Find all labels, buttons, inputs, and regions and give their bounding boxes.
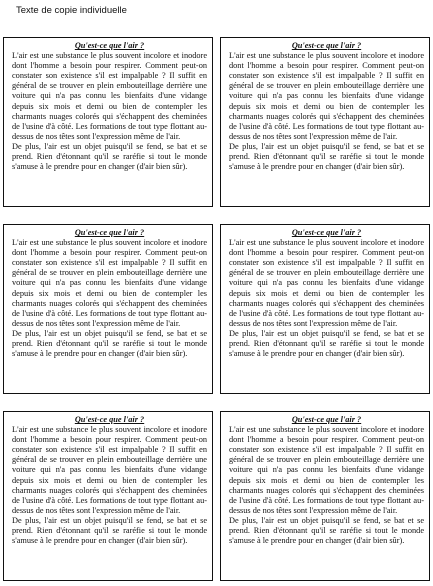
card-title: Qu'est-ce que l'air ? — [291, 415, 362, 424]
text-card — [220, 224, 430, 394]
card-paragraph: L'air est une substance le plus souvent incolore et inodore dont l'homme a besoin pour respirer. Comment peut-on constater son existence s'il est impalpable ? Il suffit en général de se trouver en plein embouteillage derrière une voiture qui n'a pas connu les bienfaits d'une vidange depuis six mois et demi ou bien de contempler les charmants nuages colorés qui s'échappent des cheminées de l'usine d'à côté. Les formations de tout type flottant au-dessus de nos têtes sont l'expression même de l'air. — [12, 425, 207, 515]
card-paragraph: L'air est une substance le plus souvent incolore et inodore dont l'homme a besoin pour respirer. Comment peut-on constater son existence s'il est impalpable ? Il suffit en général de se trouver en plein embouteillage derrière une voiture qui n'a pas connu les bienfaits d'une vidange depuis six mois et demi ou bien de contempler les charmants nuages colorés qui s'échappent des cheminées de l'usine d'à côté. Les formations de tout type flottant au-dessus de nos têtes sont l'expression même de l'air. — [229, 238, 424, 328]
card-title: Qu'est-ce que l'air ? — [291, 41, 362, 50]
card-paragraph: De plus, l'air est un objet puisqu'il se fend, se bat et se prend. Rien d'étonnant qu'il se raréfie si tout le monde s'amuse à le prendre pour en changer (d'air bien sûr). — [12, 141, 207, 172]
text-card — [220, 37, 430, 207]
card-paragraph: De plus, l'air est un objet puisqu'il se fend, se bat et se prend. Rien d'étonnant qu'il se raréfie si tout le monde s'amuse à le prendre pour en changer (d'air bien sûr). — [229, 141, 424, 172]
card-paragraph: De plus, l'air est un objet puisqu'il se fend, se bat et se prend. Rien d'étonnant qu'il se raréfie si tout le monde s'amuse à le prendre pour en changer (d'air bien sûr). — [229, 328, 424, 359]
card-paragraph: L'air est une substance le plus souvent incolore et inodore dont l'homme a besoin pour respirer. Comment peut-on constater son existence s'il est impalpable ? Il suffit en général de se trouver en plein embouteillage derrière une voiture qui n'a pas connu les bienfaits d'une vidange depuis six mois et demi ou bien de contempler les charmants nuages colorés qui s'échappent des cheminées de l'usine d'à côté. Les formations de tout type flottant au-dessus de nos têtes sont l'expression même de l'air. — [229, 51, 424, 141]
card-paragraph: De plus, l'air est un objet puisqu'il se fend, se bat et se prend. Rien d'étonnant qu'il se raréfie si tout le monde s'amuse à le prendre pour en changer (d'air bien sûr). — [12, 328, 207, 359]
card-paragraph: L'air est une substance le plus souvent incolore et inodore dont l'homme a besoin pour respirer. Comment peut-on constater son existence s'il est impalpable ? Il suffit en général de se trouver en plein embouteillage derrière une voiture qui n'a pas connu les bienfaits d'une vidange depuis six mois et demi ou bien de contempler les charmants nuages colorés qui s'échappent des cheminées de l'usine d'à côté. Les formations de tout type flottant au-dessus de nos têtes sont l'expression même de l'air. — [229, 425, 424, 515]
card-paragraph: De plus, l'air est un objet puisqu'il se fend, se bat et se prend. Rien d'étonnant qu'il se raréfie si tout le monde s'amuse à le prendre pour en changer (d'air bien sûr). — [12, 515, 207, 546]
card-paragraph: De plus, l'air est un objet puisqu'il se fend, se bat et se prend. Rien d'étonnant qu'il se raréfie si tout le monde s'amuse à le prendre pour en changer (d'air bien sûr). — [229, 515, 424, 546]
text-card — [3, 411, 213, 581]
card-title: Qu'est-ce que l'air ? — [74, 41, 145, 50]
card-title: Qu'est-ce que l'air ? — [74, 228, 145, 237]
text-card — [3, 224, 213, 394]
text-card — [220, 411, 430, 581]
card-paragraph: L'air est une substance le plus souvent incolore et inodore dont l'homme a besoin pour respirer. Comment peut-on constater son existence s'il est impalpable ? Il suffit en général de se trouver en plein embouteillage derrière une voiture qui n'a pas connu les bienfaits d'une vidange depuis six mois et demi ou bien de contempler les charmants nuages colorés qui s'échappent des cheminées de l'usine d'à côté. Les formations de tout type flottant au-dessus de nos têtes sont l'expression même de l'air. — [12, 51, 207, 141]
page-heading: Texte de copie individuelle — [16, 5, 127, 16]
card-grid — [3, 37, 430, 581]
card-title: Qu'est-ce que l'air ? — [291, 228, 362, 237]
text-card — [3, 37, 213, 207]
card-title: Qu'est-ce que l'air ? — [74, 415, 145, 424]
card-paragraph: L'air est une substance le plus souvent incolore et inodore dont l'homme a besoin pour respirer. Comment peut-on constater son existence s'il est impalpable ? Il suffit en général de se trouver en plein embouteillage derrière une voiture qui n'a pas connu les bienfaits d'une vidange depuis six mois et demi ou bien de contempler les charmants nuages colorés qui s'échappent des cheminées de l'usine d'à côté. Les formations de tout type flottant au-dessus de nos têtes sont l'expression même de l'air. — [12, 238, 207, 328]
